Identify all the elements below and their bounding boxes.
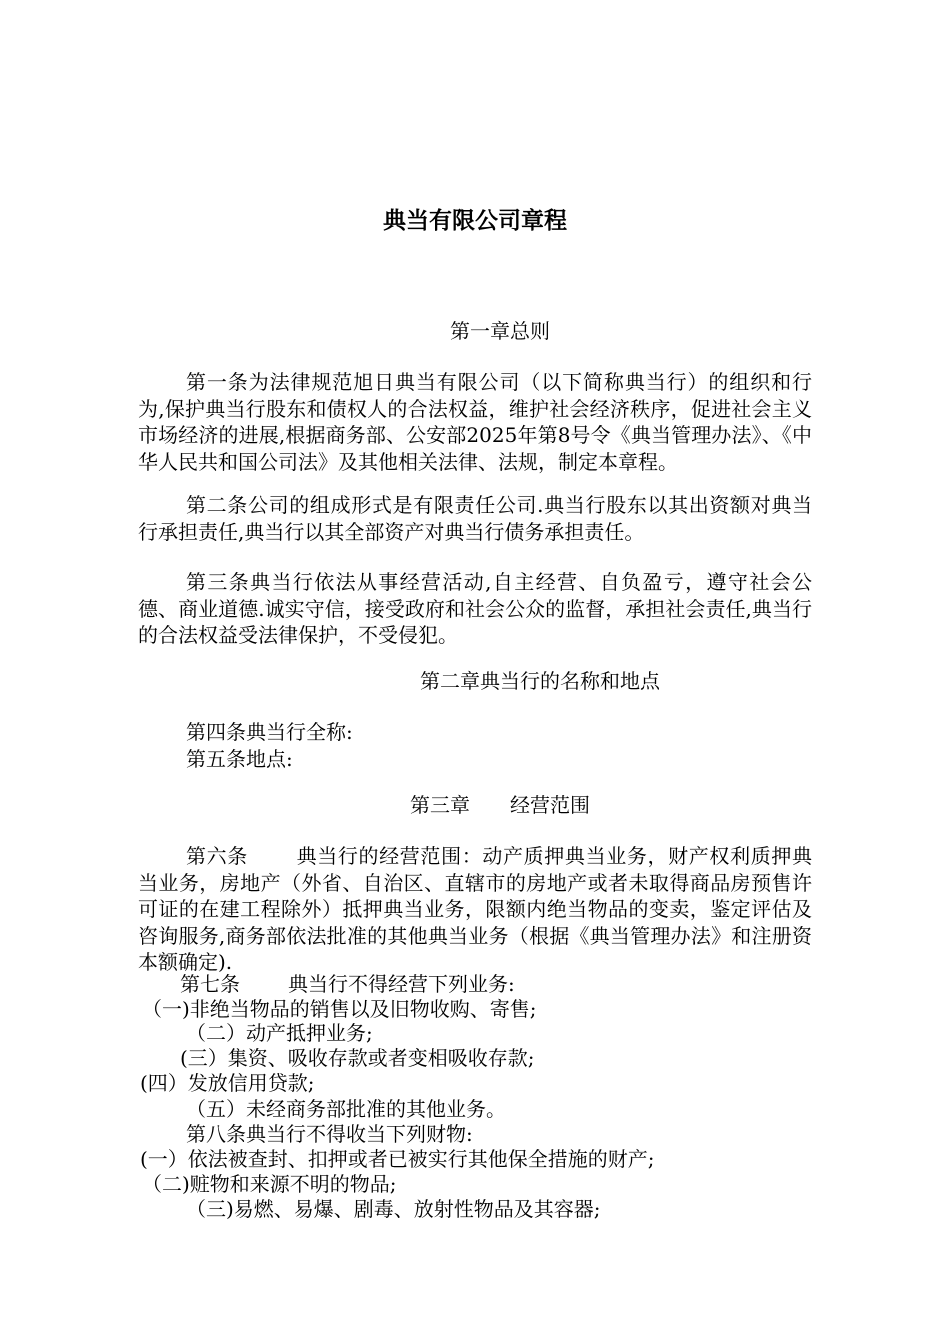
article-6-label: 第六条 [186,844,248,868]
article-8: 第八条典当行不得收当下列财物: [186,1122,473,1146]
document-title: 典当有限公司章程 [383,208,567,234]
article-7-item: （二）动产抵押业务; [186,1021,373,1045]
article-7-item: (三）集资、吸收存款或者变相吸收存款; [180,1046,535,1070]
chapter-2-heading: 第二章典当行的名称和地点 [420,669,660,693]
chapter-3-number: 第三章 [410,793,470,817]
article-8-item: （三)易燃、易爆、剧毒、放射性物品及其容器; [186,1197,601,1221]
chapter-3-title: 经营范围 [510,793,590,817]
article-5: 第五条地点: [186,747,293,771]
article-3: 第三条典当行依法从事经营活动,自主经营、自负盈亏，遵守社会公德、商业道德.诚实守信，接受政府和社会公众的监督，承担社会责任,典当行的合法权益受法律保护，不受侵犯。 [138,570,812,647]
article-8-item: (一）依法被查封、扣押或者已被实行其他保全措施的财产; [140,1147,655,1171]
chapter-1-heading: 第一章总则 [450,319,550,343]
article-7-label: 第七条 [180,972,240,996]
article-8-item: （二)赃物和来源不明的物品; [142,1172,397,1196]
article-1: 第一条为法律规范旭日典当有限公司（以下简称典当行）的组织和行为,保护典当行股东和债权人的合法权益，维护社会经济秩序，促进社会主义市场经济的进展,根据商务部、公安部2025年第8号令《典当管理办法》、《中华人民共和国公司法》及其他相关法律、法规，制定本章程。 [138,370,812,474]
article-7-text: 典当行不得经营下列业务: [288,972,515,996]
article-4: 第四条典当行全称: [186,720,353,744]
article-7-item: （五）未经商务部批准的其他业务。 [186,1097,506,1121]
article-7 [180,971,515,997]
article-7-item: (四）发放信用贷款; [140,1071,315,1095]
article-6 [138,843,812,976]
chapter-3-heading [0,792,950,818]
article-6-text: 典当行的经营范围：动产质押典当业务，财产权利质押典当业务，房地产（外省、自治区、直辖市的房地产或者未取得商品房预售许可证的在建工程除外）抵押典当业务，限额内绝当物品的变卖，鉴定评估及咨询服务,商务部依法批准的其他典当业务（根据《典当管理办法》和注册资本额确定). [138,844,813,974]
article-2: 第二条公司的组成形式是有限责任公司.典当行股东以其出资额对典当行承担责任,典当行以其全部资产对典当行债务承担责任。 [138,493,812,544]
article-7-item: （一)非绝当物品的销售以及旧物收购、寄售; [142,997,537,1021]
